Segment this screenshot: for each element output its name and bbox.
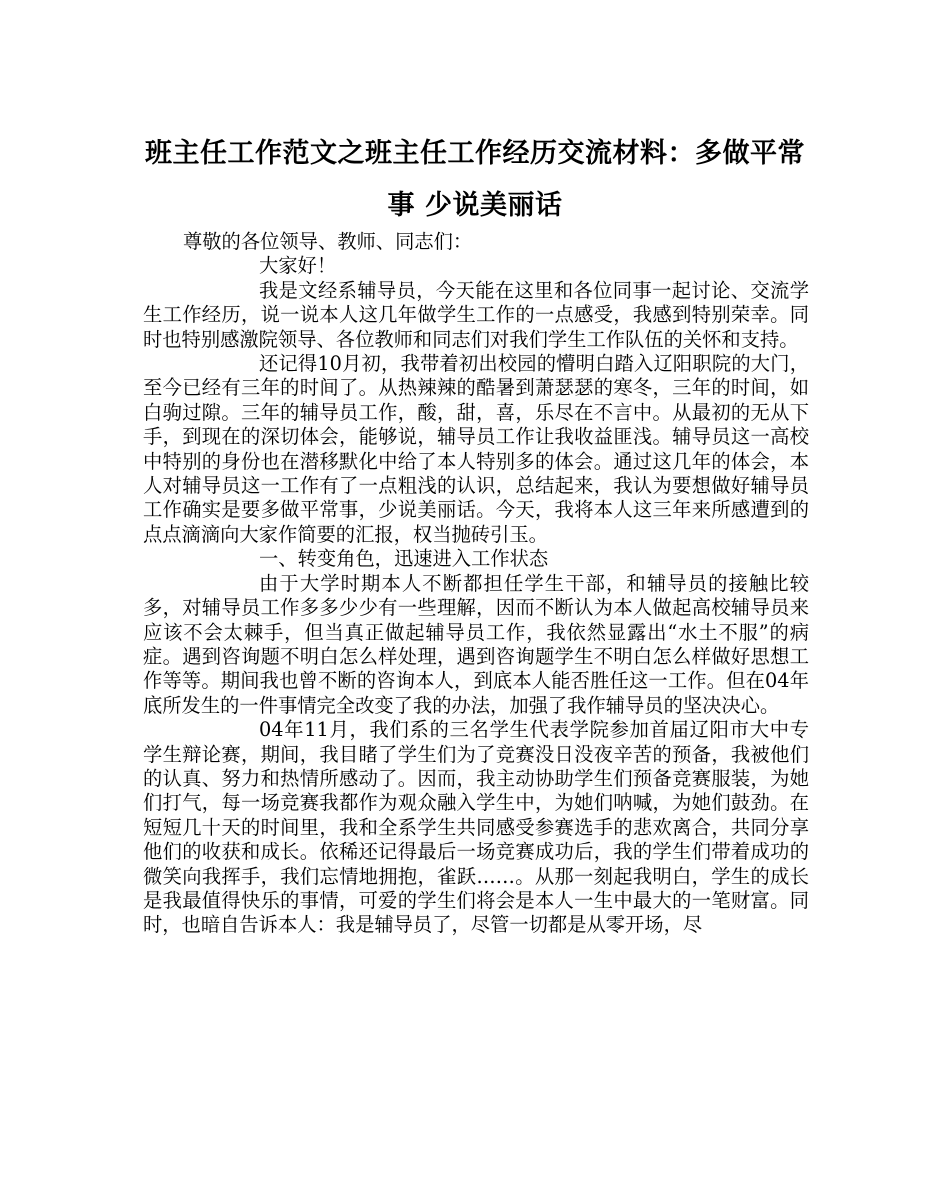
title-line-2: 事 少说美丽话 <box>387 190 563 221</box>
paragraph: 由于大学时期本人不断都担任学生干部，和辅导员的接触比较多，对辅导员工作多多少少有一些理解，因而不断认为本人做起高校辅导员来应该不会太棘手，但当真正做起辅导员工作，我依然显露出“水土不服”的病症。遇到咨询题不明白怎么样处理，遇到咨询题学生不明白怎么样做好思想工作等等。期间我也曾不断的咨询本人，到底本人能否胜任这一工作。但在04年底所发生的一件事情完全改变了我的办法，加强了我作辅导员的坚决决心。 <box>143 571 809 717</box>
title-line-1: 班主任工作范文之班主任工作经历交流材料：多做平常 <box>145 138 805 169</box>
document-body <box>143 230 809 938</box>
paragraph: 还记得10月初，我带着初出校园的懵明白踏入辽阳职院的大门，至今已经有三年的时间了。从热辣辣的酷暑到萧瑟瑟的寒冬，三年的时间，如白驹过隙。三年的辅导员工作，酸，甜，喜，乐尽在不言中。从最初的无从下手，到现在的深切体会，能够说，辅导员工作让我收益匪浅。辅导员这一高校中特别的身份也在潜移默化中给了本人特别多的体会。通过这几年的体会，本人对辅导员这一工作有了一点粗浅的认识，总结起来，我认为要想做好辅导员工作确实是要多做平常事，少说美丽话。今天，我将本人这三年来所感遭到的点点滴滴向大家作简要的汇报，权当抛砖引玉。 <box>143 352 809 546</box>
paragraph: 04年11月，我们系的三名学生代表学院参加首届辽阳市大中专学生辩论赛，期间，我目睹了学生们为了竞赛没日没夜辛苦的预备，我被他们的认真、努力和热情所感动了。因而，我主动协助学生们预备竞赛服装，为她们打气，每一场竞赛我都作为观众融入学生中，为她们呐喊，为她们鼓劲。在短短几十天的时间里，我和全系学生共同感受参赛选手的悲欢离合，共同分享他们的收获和成长。依稀还记得最后一场竞赛成功后，我的学生们带着成功的微笑向我挥手，我们忘情地拥抱，雀跃……。从那一刻起我明白，学生的成长是我最值得快乐的事情，可爱的学生们将会是本人一生中最大的一笔财富。同时，也暗自告诉本人：我是辅导员了，尽管一切都是从零开场，尽 <box>143 718 809 937</box>
salutation: 尊敬的各位领导、教师、同志们： <box>183 230 473 253</box>
greeting: 大家好！ <box>259 254 337 278</box>
section-heading: 一、转变角色，迅速进入工作状态 <box>259 547 549 571</box>
document-title <box>120 128 830 232</box>
paragraph: 我是文经系辅导员，今天能在这里和各位同事一起讨论、交流学生工作经历，说一说本人这几年做学生工作的一点感受，我感到特别荣幸。同时也特别感激院领导、各位教师和同志们对我们学生工作队伍的关怀和支持。 <box>143 278 809 351</box>
